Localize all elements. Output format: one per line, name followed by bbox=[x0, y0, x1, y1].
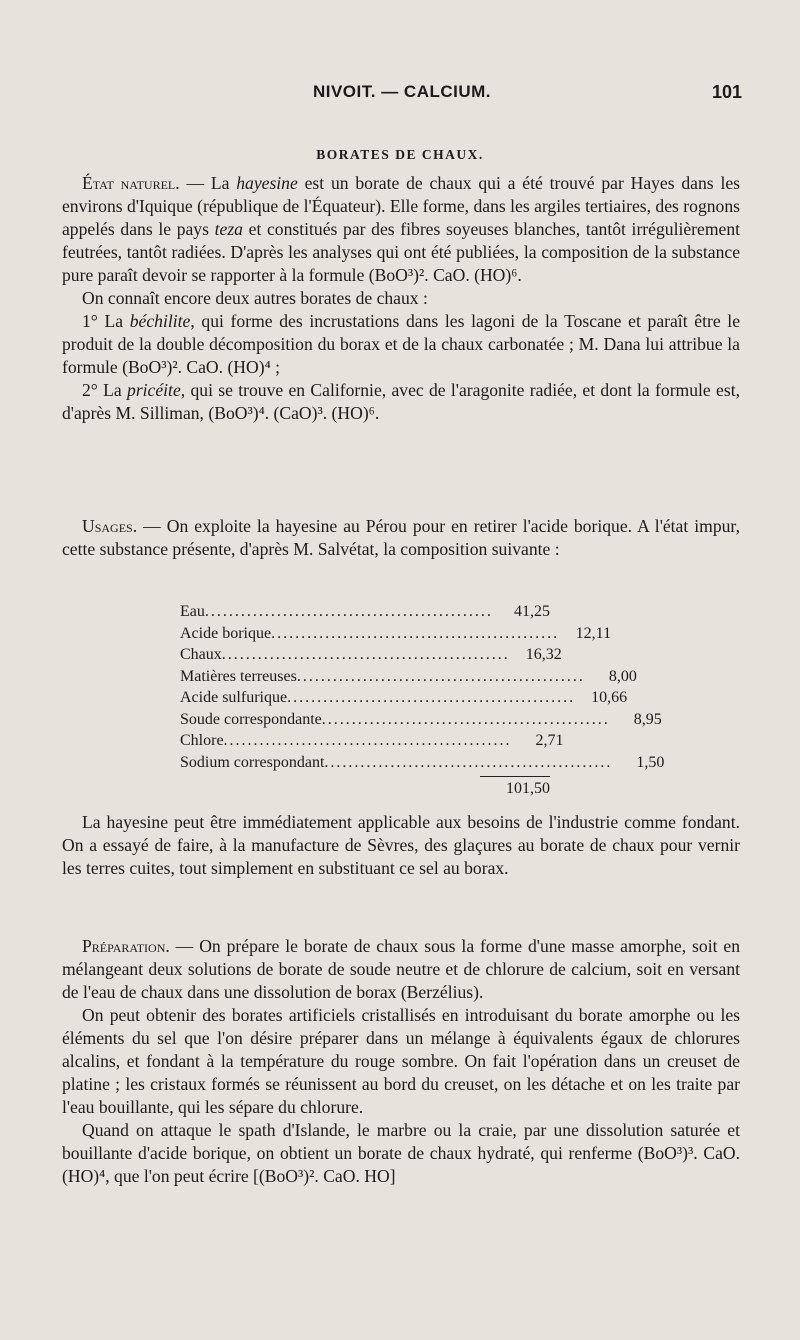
preparation-lead: Préparation. bbox=[82, 936, 170, 956]
paragraph: Quand on attaque le spath d'Islande, le marbre ou la craie, par une dissolution saturée et bouillante d'acide borique, on obtient un borate de chaux hydraté, qui renferme (BoO³)³. CaO. (HO)⁴, que l'on peut écrire [(BoO³)². CaO. HO] bbox=[62, 1120, 740, 1186]
table-row: Eau ................................................ 41,25 bbox=[180, 603, 550, 620]
page-header bbox=[62, 82, 742, 106]
composition-table bbox=[180, 603, 665, 798]
usages-paragraph: Usages. — On exploite la hayesine au Pérou pour en retirer l'acide borique. A l'état impur, cette substance présente, d'après M. Salvétat, la composition suivante : bbox=[62, 516, 740, 559]
table-row: Matières terreuses ................................................ 8,00 bbox=[180, 667, 637, 685]
preparation-paragraph: Préparation. — On prépare le borate de chaux sous la forme d'une masse amorphe, soit en mélangeant deux solutions de borate de soude neutre et de chlorure de calcium, soit en versant de l'eau de chaux dans une dissolution de borax (Berzélius). bbox=[62, 936, 740, 1002]
etat-naturel-section bbox=[62, 172, 740, 425]
table-row: Acide sulfurique ................................................ 10,66 bbox=[180, 689, 628, 706]
mineral-name: hayesine bbox=[236, 173, 298, 193]
paragraph: La hayesine peut être immédiatement applicable aux besoins de l'industrie comme fondant. On a essayé de faire, à la manufacture de Sèvres, des glaçures au borate de chaux pour vernir les terres cuites, tout simplement en substituant ce sel au borax. bbox=[62, 812, 740, 878]
list-item: 2° La pricéite, qui se trouve en Californie, avec de l'aragonite radiée, et dont la formule est, d'après M. Silliman, (BoO³)⁴. (CaO)³. (HO)⁶. bbox=[62, 380, 740, 423]
table-row: Soude correspondante ................................................ 8,95 bbox=[180, 710, 662, 728]
etat-naturel-lead: État naturel. bbox=[82, 173, 180, 193]
running-title: NIVOIT. — CALCIUM. bbox=[312, 82, 492, 101]
table-row: Sodium correspondant ................................................ 1,50 bbox=[180, 753, 665, 771]
section-heading: BORATES DE CHAUX. bbox=[316, 147, 484, 162]
local-name: teza bbox=[214, 219, 243, 239]
mineral-name: pricéite bbox=[127, 380, 181, 400]
paragraph: On connaît encore deux autres borates de chaux : bbox=[82, 288, 428, 308]
table-row: Chlore ................................................ 2,71 bbox=[180, 732, 564, 749]
mineral-name: béchilite bbox=[129, 311, 191, 331]
table-row: Acide borique ................................................ 12,11 bbox=[180, 624, 612, 642]
usages-continuation bbox=[62, 811, 740, 880]
table-row: Chaux ................................................ 16,32 bbox=[180, 646, 562, 663]
usages-section bbox=[62, 515, 740, 561]
preparation-section bbox=[62, 935, 740, 1188]
list-item: 1° La béchilite, qui forme des incrustations dans les lagoni de la Toscane et paraît être le produit de la double décomposition du borax et de la chaux carbonatée ; M. Dana lui attribue la formule (BoO³)². CaO. (HO)⁴ ; bbox=[62, 311, 741, 377]
table-total: 101,50 bbox=[506, 780, 550, 797]
etat-naturel-paragraph: État naturel. — La hayesine est un borate de chaux qui a été trouvé par Hayes dans les environs d'Iquique (république de l'Équateur). Elle forme, dans les argiles tertiaires, des rognons appelés dans le pays teza et constitués par des fibres soyeuses blanches, tantôt irrégulièrement feutrées, tantôt radiées. D'après les analyses qui ont été publiées, la composition de la substance pure paraît devoir se rapporter à la formule (BoO³)². CaO. (HO)⁶. bbox=[62, 173, 741, 285]
usages-lead: Usages. bbox=[82, 516, 138, 536]
paragraph: On peut obtenir des borates artificiels cristallisés en introduisant du borate amorphe ou les éléments du sel que l'on désire préparer dans un mélange à équivalents égaux de chlorures alcalins, et fondant à la température du rouge sombre. On fait l'opération dans un creuset de platine ; les cristaux formés se réunissent au bord du creuset, on les détache et on les traite par l'eau bouillante, qui les sépare du chlorure. bbox=[62, 1005, 740, 1117]
page-number: 101 bbox=[711, 82, 742, 102]
total-rule bbox=[480, 776, 550, 777]
